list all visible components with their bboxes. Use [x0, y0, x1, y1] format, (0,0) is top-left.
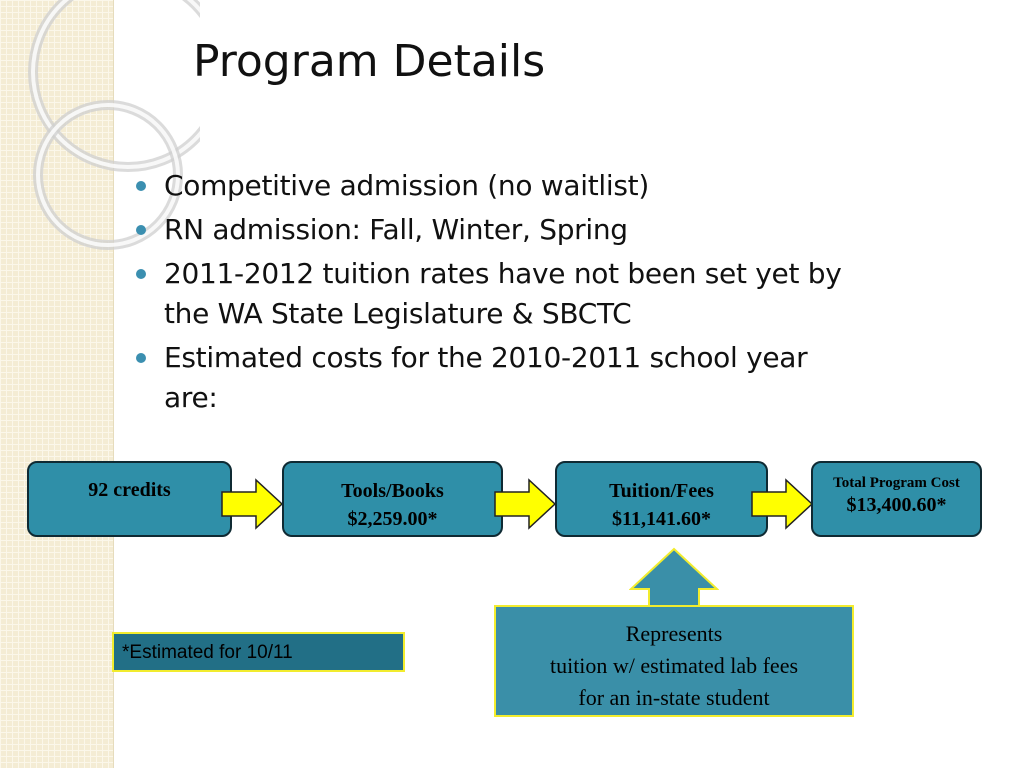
bullet-item: RN admission: Fall, Winter, Spring	[133, 210, 853, 250]
tuition-fees-box	[555, 461, 768, 537]
credits-label: 92 credits	[88, 479, 171, 501]
tuition-fees-label: Tuition/Fees	[609, 480, 714, 502]
represents-line-1: Represents	[625, 621, 723, 646]
tools-books-box	[282, 461, 503, 537]
tools-books-label: Tools/Books	[341, 480, 444, 502]
tuition-fees-value: $11,141.60*	[612, 508, 711, 530]
bullet-item: 2011-2012 tuition rates have not been set yet by the WA State Legislature & SBCTC	[133, 254, 853, 334]
estimate-note: *Estimated for 10/11	[112, 632, 405, 672]
represents-note	[494, 605, 854, 717]
tools-books-value: $2,259.00*	[347, 508, 438, 530]
represents-line-2: tuition w/ estimated lab fees	[549, 653, 799, 678]
slide-title: Program Details	[193, 36, 546, 87]
bullet-item: Estimated costs for the 2010-2011 school year are:	[133, 338, 853, 418]
total-cost-box	[811, 461, 982, 537]
credits-box	[27, 461, 232, 537]
right-arrow-icon	[750, 478, 814, 530]
up-arrow-icon	[629, 547, 719, 609]
total-cost-label: Total Program Cost	[833, 475, 960, 491]
total-cost-value: $13,400.60*	[846, 494, 947, 516]
right-arrow-icon	[220, 478, 284, 530]
right-arrow-icon	[493, 478, 557, 530]
bullet-item: Competitive admission (no waitlist)	[133, 166, 853, 206]
bullet-list	[133, 166, 853, 422]
represents-line-3: for an in-state student	[578, 685, 770, 710]
